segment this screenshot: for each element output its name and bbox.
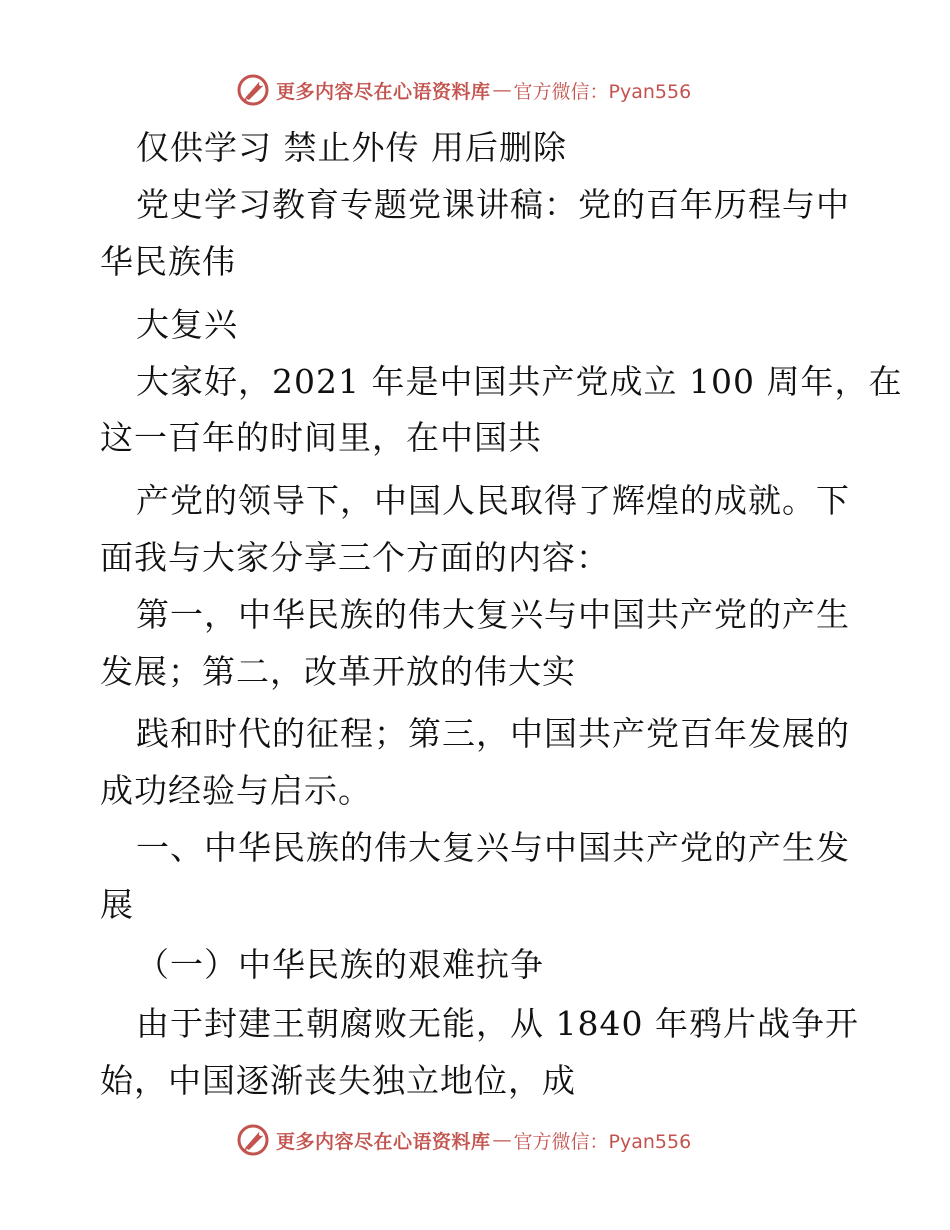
body-line: 始，中国逐渐丧失独立地位，成 [100, 1061, 576, 1100]
pen-logo-icon [236, 73, 270, 107]
watermark-main-text: 更多内容尽在心语资料库 [276, 80, 491, 103]
title-line-1: 党史学习教育专题党课讲稿：党的百年历程与中 [136, 185, 850, 224]
body-line: 发展；第二，改革开放的伟大实 [100, 652, 576, 691]
body-line: 产党的领导下，中国人民取得了辉煌的成就。下 [136, 481, 850, 520]
watermark-dash: — [492, 1129, 512, 1151]
body-line: 面我与大家分享三个方面的内容： [100, 538, 610, 577]
body-line: 这一百年的时间里，在中国共 [100, 418, 542, 457]
body-line: 成功经验与启示。 [100, 771, 372, 810]
body-line: 第一，中华民族的伟大复兴与中国共产党的产生 [136, 595, 850, 634]
body-line: 由于封建王朝腐败无能，从 1840 年鸦片战争开 [136, 1004, 859, 1043]
watermark-footer [236, 1122, 691, 1158]
watermark-wechat-text: 官方微信：Pyan556 [513, 80, 692, 103]
pen-logo-icon [236, 1123, 270, 1157]
body-line: 践和时代的征程；第三，中国共产党百年发展的 [136, 714, 850, 753]
title-line-2: 华民族伟 [100, 242, 236, 281]
section-heading-line-2: 展 [100, 885, 134, 924]
subsection-heading: （一）中华民族的艰难抗争 [136, 945, 544, 984]
watermark-header [236, 72, 691, 108]
section-heading-line-1: 一、中华民族的伟大复兴与中国共产党的产生发 [136, 828, 850, 867]
watermark-main-text: 更多内容尽在心语资料库 [276, 1130, 491, 1153]
watermark-dash: — [492, 79, 512, 101]
body-line: 大家好，2021 年是中国共产党成立 100 周年，在 [136, 362, 903, 401]
watermark-wechat-text: 官方微信：Pyan556 [513, 1130, 692, 1153]
title-line-3: 大复兴 [136, 305, 238, 344]
notice-line: 仅供学习 禁止外传 用后删除 [136, 128, 567, 167]
